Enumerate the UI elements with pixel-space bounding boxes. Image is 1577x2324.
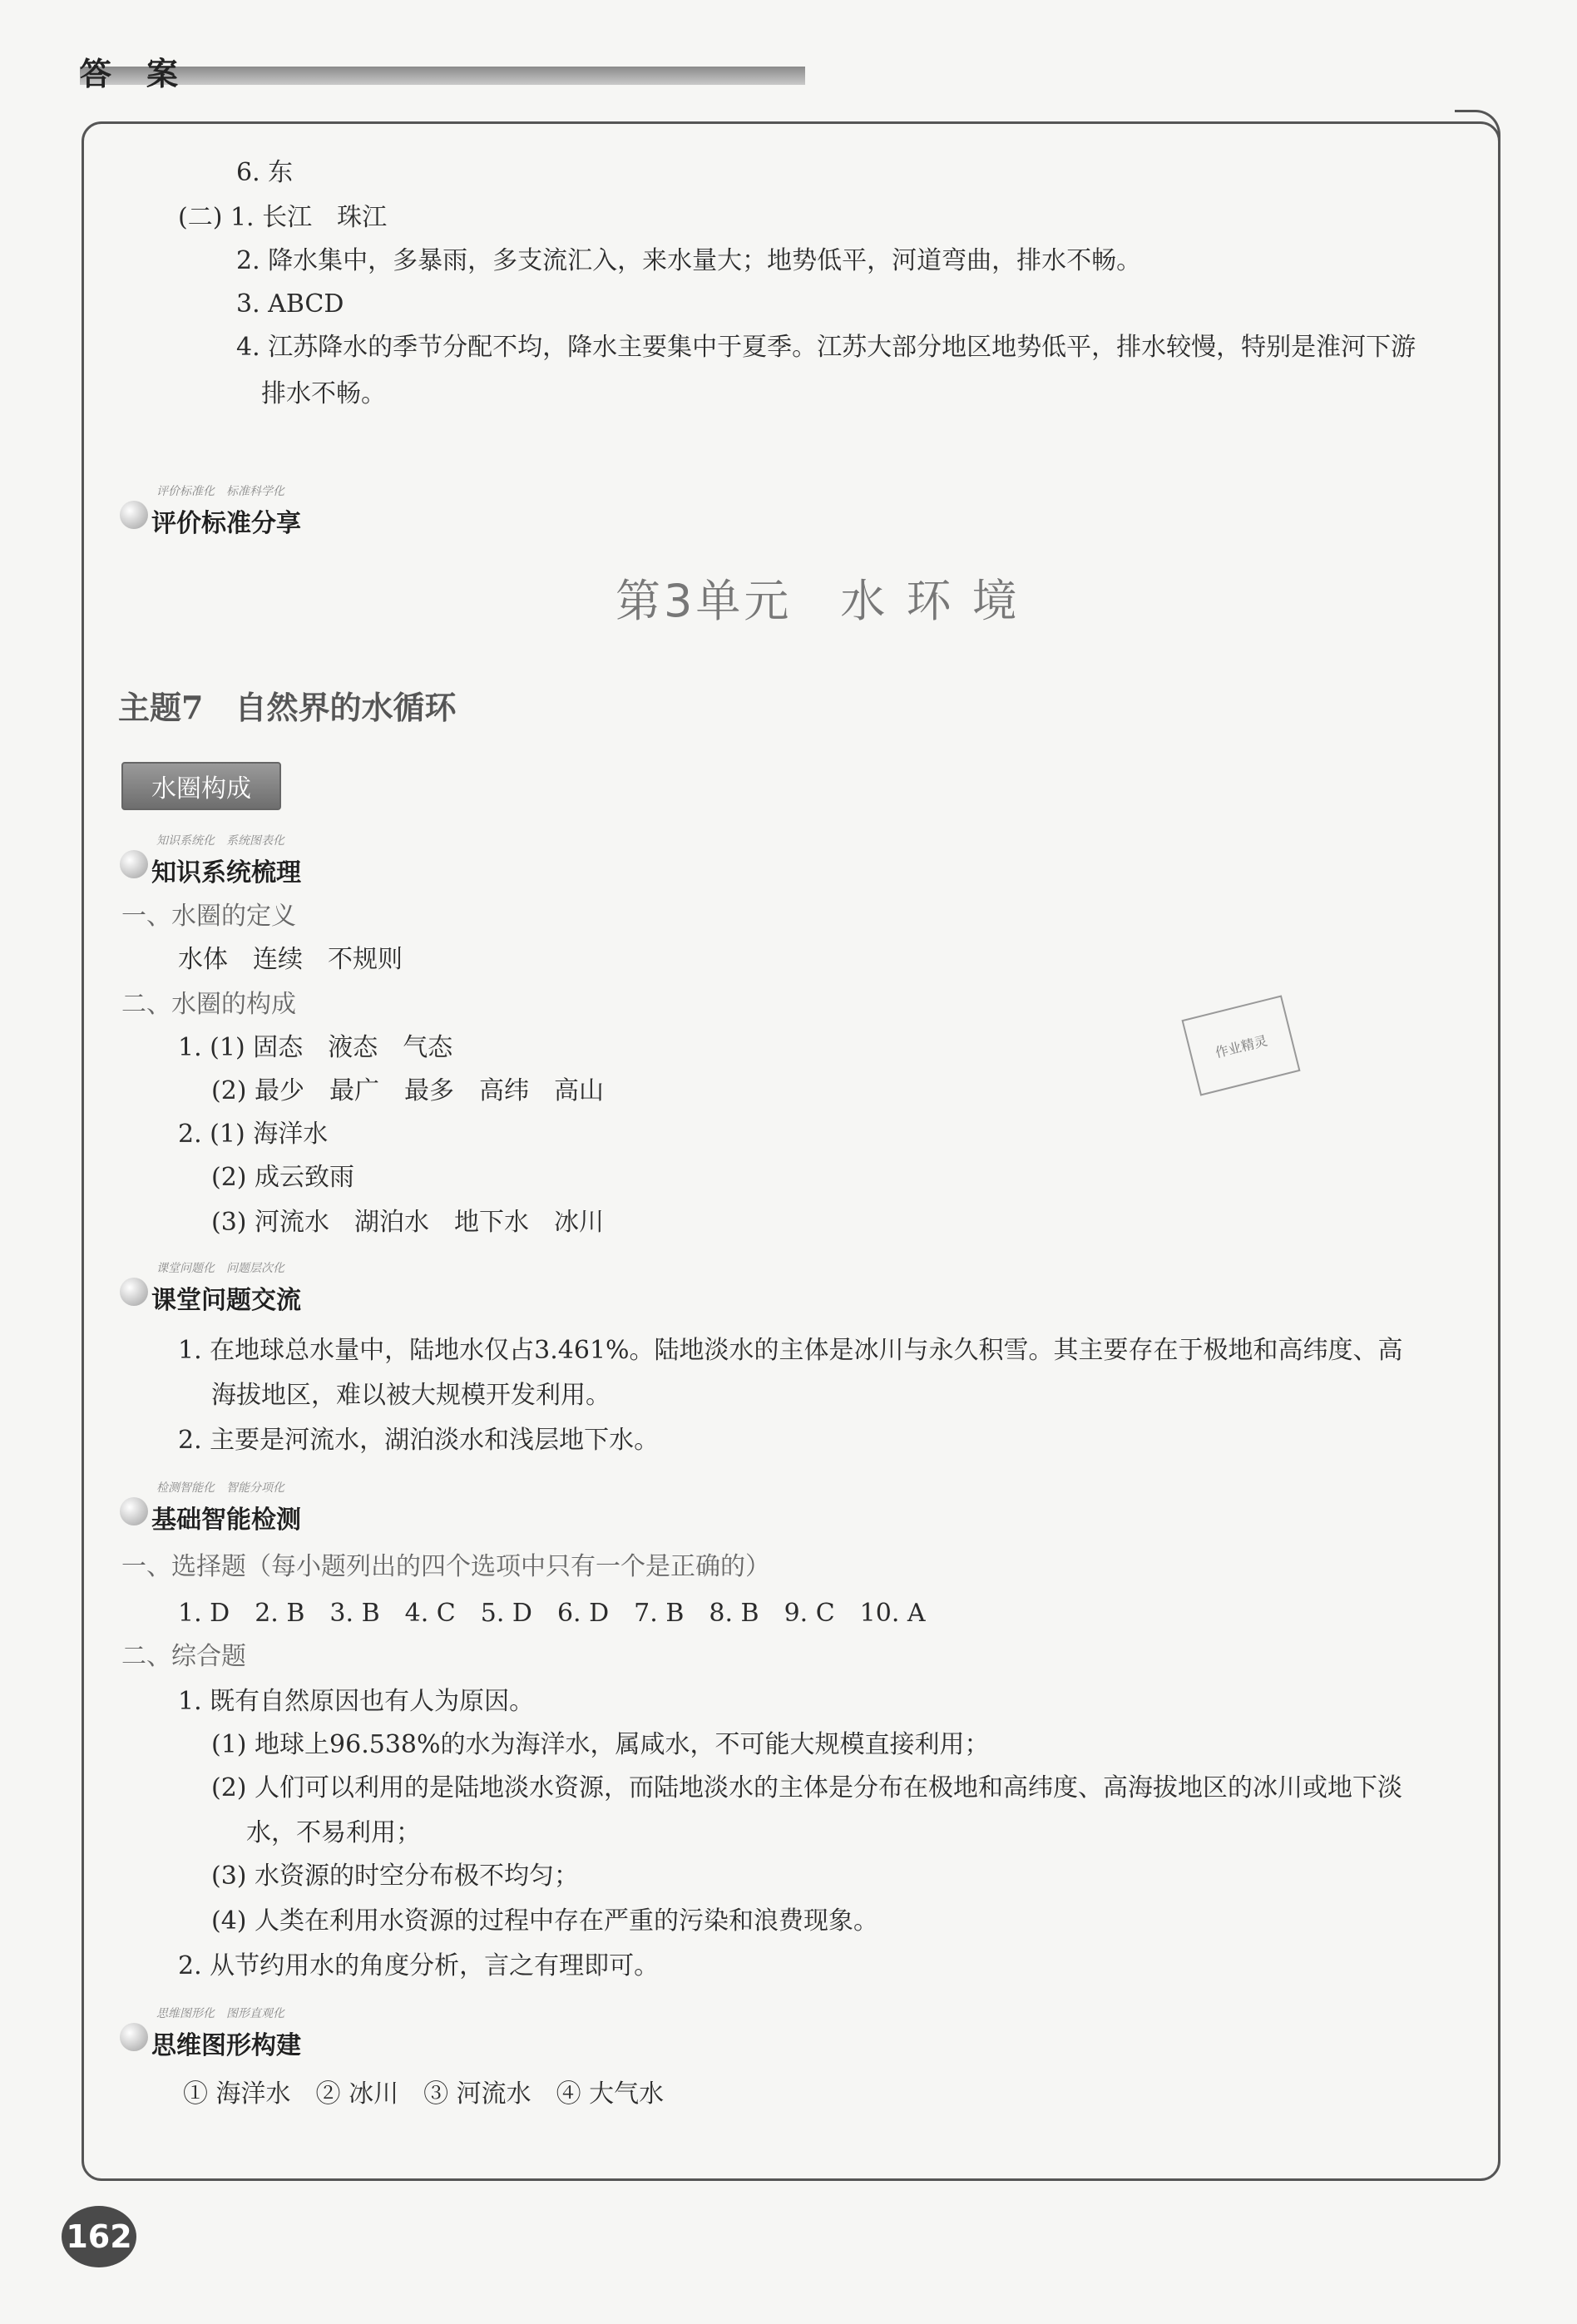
section-title: 评价标准分享 (151, 509, 301, 538)
section-bullet-icon (120, 501, 148, 529)
basic-line: 水，不易利用； (246, 1818, 421, 1847)
class-line: 1. 在地球总水量中，陆地水仅占3.461%。陆地淡水的主体是冰川与永久积雪。其主要存在于极地和高纬度、高 (178, 1336, 1403, 1365)
knowledge-line: (3) 河流水 湖泊水 地下水 冰川 (211, 1208, 605, 1237)
section-title: 思维图形构建 (151, 2031, 301, 2060)
answer-line: 6. 东 (236, 158, 294, 187)
section-subtitle: 知识系统化 系统图表化 (156, 834, 284, 848)
answer-line: 4. 江苏降水的季节分配不均，降水主要集中于夏季。江苏大部分地区地势低平，排水较慢，特别是淮河下游 (236, 333, 1416, 362)
box-label: 水圈构成 (121, 762, 281, 810)
section-bullet-icon (120, 2023, 148, 2051)
section-subtitle: 评价标准化 标准科学化 (156, 485, 284, 498)
watermark-stamp: 作业精灵 (1181, 995, 1300, 1095)
section-bullet-icon (120, 850, 148, 878)
answer-line: (二) 1. 长江 珠江 (178, 203, 388, 232)
class-line: 2. 主要是河流水，湖泊淡水和浅层地下水。 (178, 1426, 660, 1455)
page-number: 162 (62, 2206, 136, 2267)
knowledge-heading: 二、水圈的构成 (121, 990, 296, 1019)
basic-line: 2. 从节约用水的角度分析，言之有理即可。 (178, 1951, 660, 1980)
answer-line: 2. 降水集中，多暴雨，多支流汇入，来水量大；地势低平，河道弯曲，排水不畅。 (236, 246, 1142, 275)
knowledge-heading: 一、水圈的定义 (121, 902, 296, 931)
basic-line: (1) 地球上96.538%的水为海洋水，属咸水，不可能大规模直接利用； (211, 1730, 990, 1759)
topic-title: 主题7 自然界的水循环 (118, 689, 457, 726)
knowledge-line: 2. (1) 海洋水 (178, 1120, 329, 1149)
basic-line: 1. 既有自然原因也有人为原因。 (178, 1687, 535, 1716)
basic-line: (4) 人类在利用水资源的过程中存在严重的污染和浪费现象。 (211, 1906, 879, 1936)
section-subtitle: 思维图形化 图形直观化 (156, 2007, 284, 2020)
knowledge-line: (2) 成云致雨 (211, 1163, 355, 1192)
answer-line: 3. ABCD (236, 289, 344, 319)
section-subtitle: 检测智能化 智能分项化 (156, 1481, 284, 1495)
basic-line: (2) 人们可以利用的是陆地淡水资源，而陆地淡水的主体是分布在极地和高纬度、高海拔地区的冰川或地下淡 (211, 1773, 1403, 1802)
answer-line: 排水不畅。 (261, 379, 386, 408)
basic-line: 1. D 2. B 3. B 4. C 5. D 6. D 7. B 8. B 9. C 10. A (178, 1599, 926, 1628)
basic-line: (3) 水资源的时空分布极不均匀； (211, 1862, 580, 1891)
section-subtitle: 课堂问题化 问题层次化 (156, 1262, 284, 1275)
class-line: 海拔地区，难以被大规模开发利用。 (211, 1381, 611, 1410)
knowledge-line: (2) 最少 最广 最多 高纬 高山 (211, 1076, 605, 1105)
header-bar (80, 67, 805, 85)
section-title: 知识系统梳理 (151, 858, 301, 888)
section-title: 基础智能检测 (151, 1506, 301, 1535)
basic-heading: 一、选择题（每小题列出的四个选项中只有一个是正确的） (121, 1552, 770, 1581)
section-bullet-icon (120, 1497, 148, 1525)
basic-heading: 二、综合题 (121, 1642, 246, 1671)
page-header-title: 答 案 (80, 56, 180, 92)
knowledge-line: 1. (1) 固态 液态 气态 (178, 1033, 453, 1062)
knowledge-line: 水体 连续 不规则 (178, 945, 403, 974)
section-title: 课堂问题交流 (151, 1286, 301, 1315)
frame-corner (1455, 110, 1500, 156)
section-bullet-icon (120, 1278, 148, 1306)
unit-title: 第3单元 水 环 境 (615, 575, 1021, 627)
mind-line: ① 海洋水 ② 冰川 ③ 河流水 ④ 大气水 (183, 2079, 665, 2109)
